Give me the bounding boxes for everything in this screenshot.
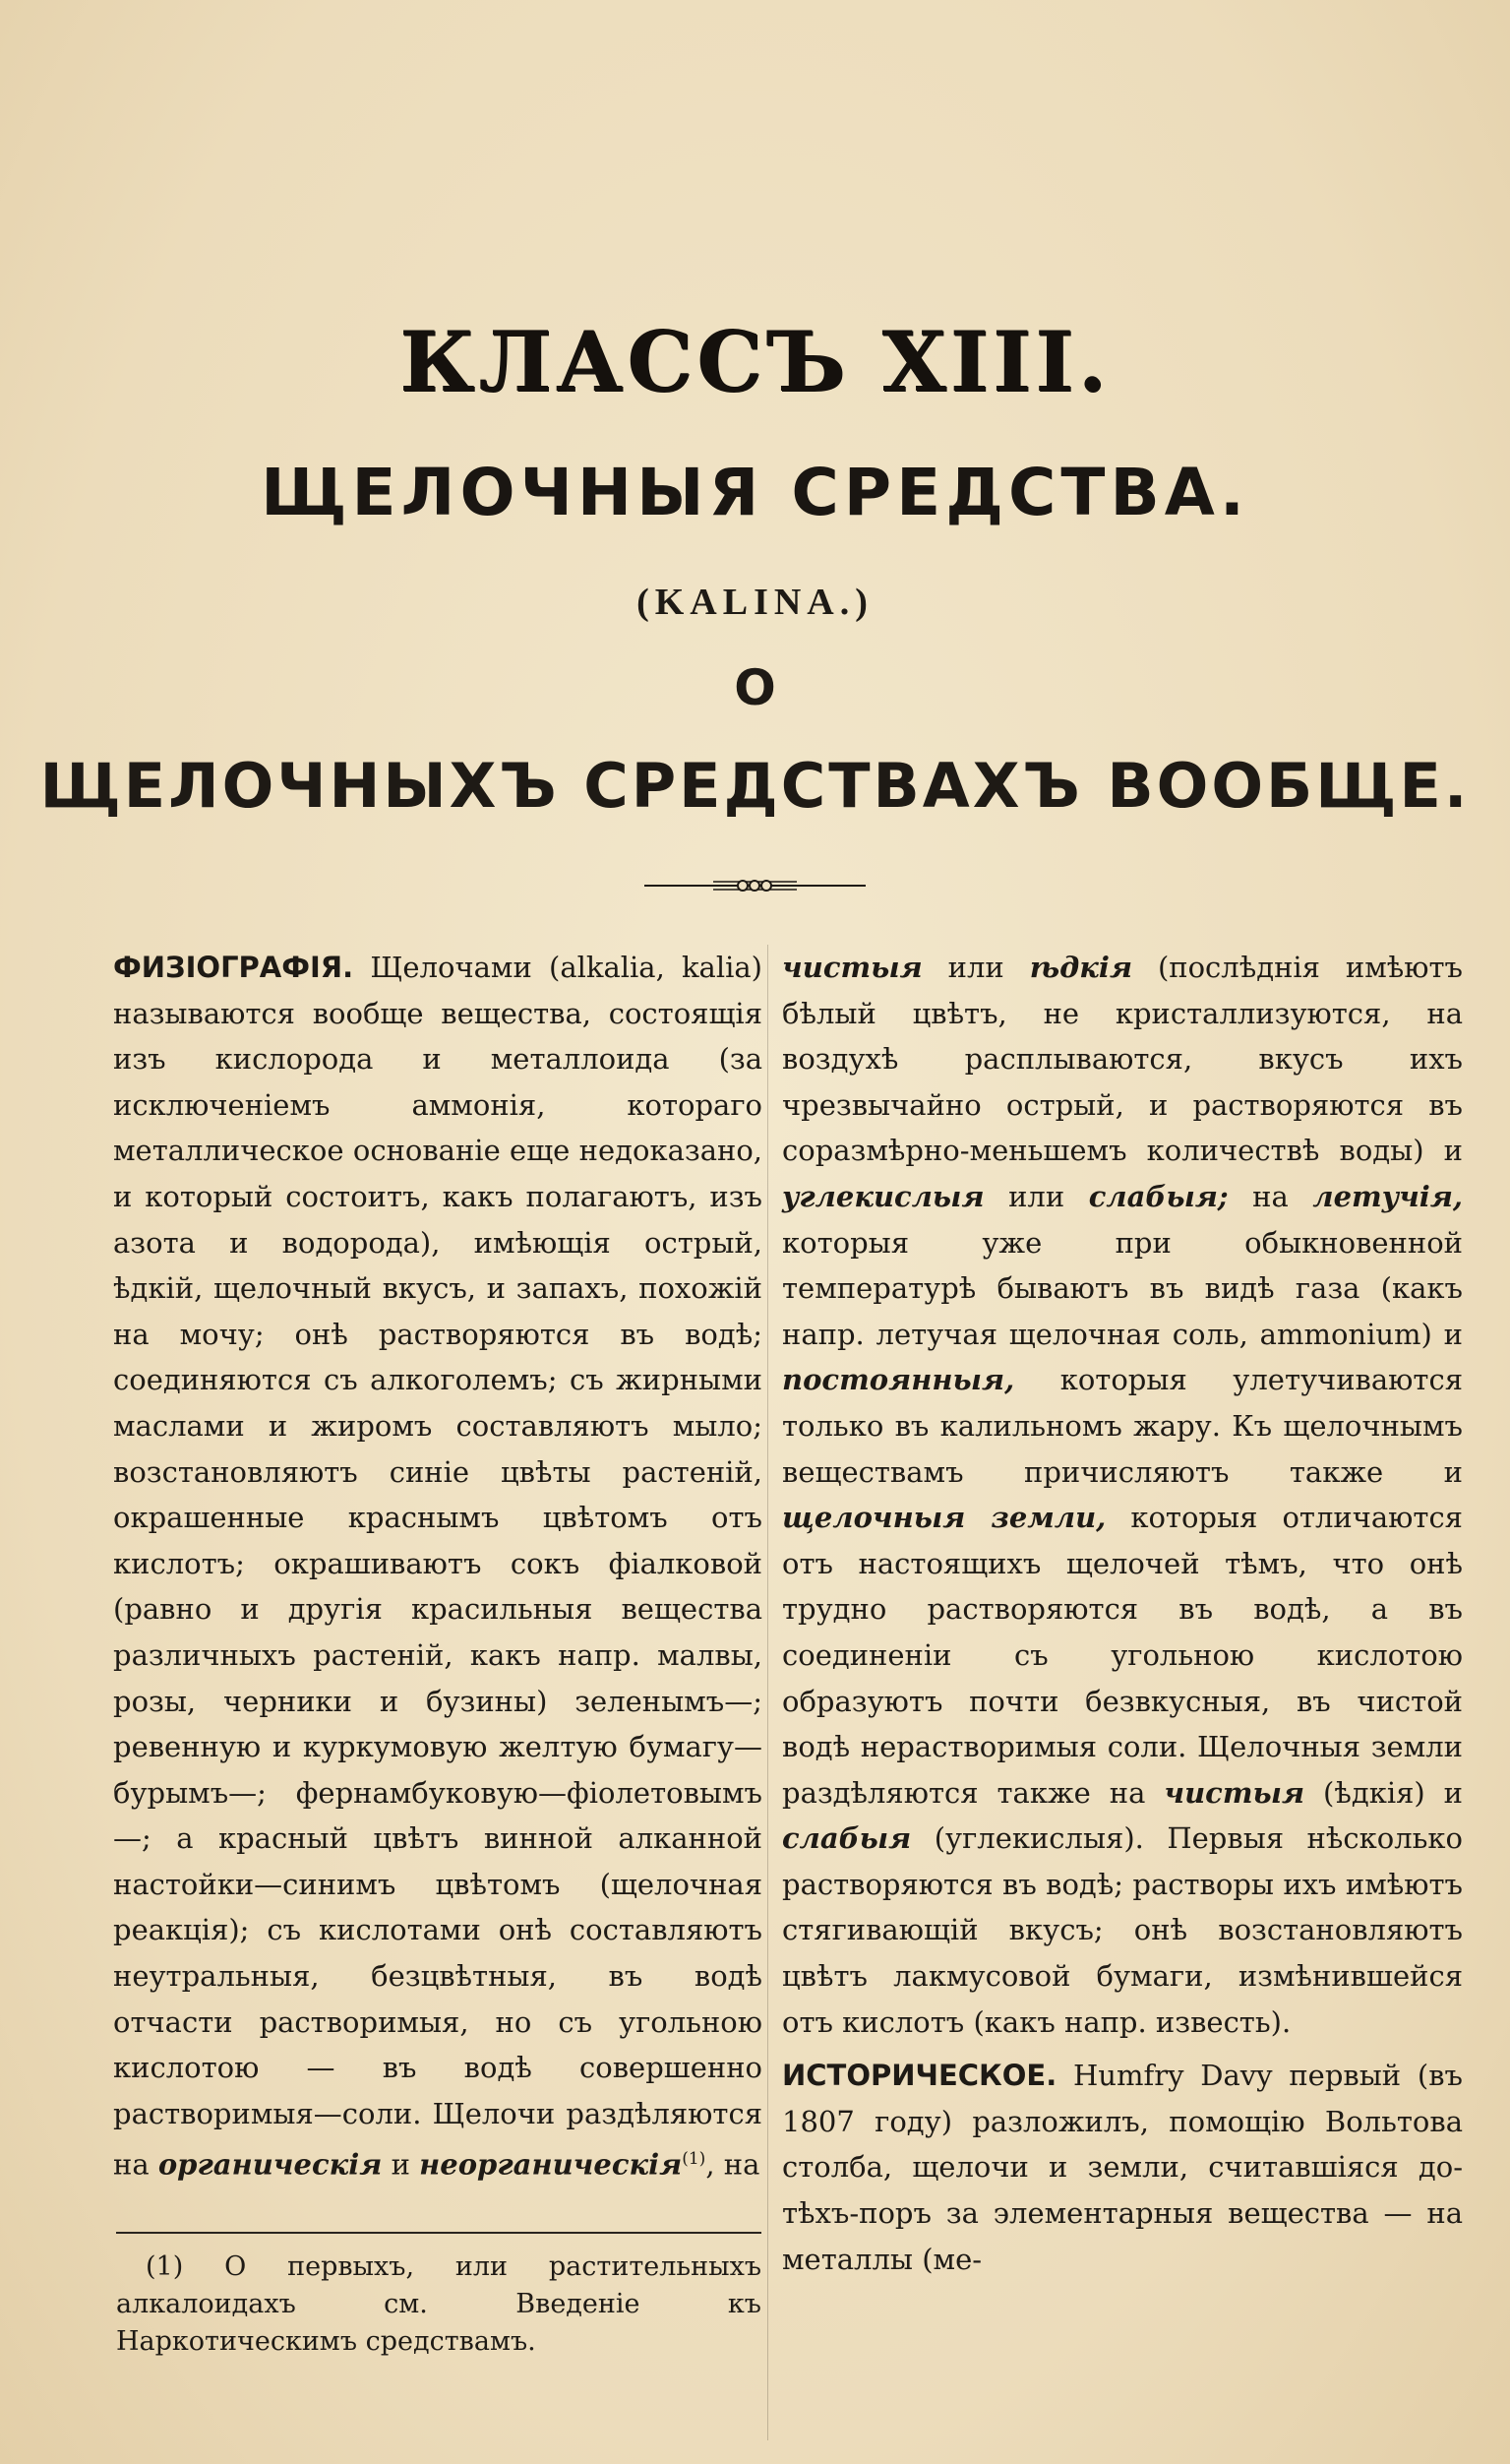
paragraph-text: (послѣднія имѣютъ бѣлый цвѣтъ, не кристаллизуются, на воздухѣ расплываются, вкусъ ихъ чрезвычайно острый, и растворяются въ соразмѣрно-меньшемъ количествѣ воды) и bbox=[782, 951, 1463, 1168]
paragraph-text: , на bbox=[705, 2148, 760, 2183]
italic-term: летучія, bbox=[1312, 1179, 1463, 1213]
footnote-rule bbox=[116, 2232, 761, 2234]
italic-term: слабыя bbox=[782, 1821, 912, 1856]
paragraph-text: и bbox=[382, 2148, 420, 2183]
ornament-divider-icon bbox=[644, 874, 866, 897]
paragraph-text: (углекислыя). Первыя нѣсколько растворяются въ водѣ; растворы ихъ имѣютъ стягивающій вкусъ; онѣ возстановляютъ цвѣтъ лакмусовой бумаги, измѣнившейся отъ кислотъ (какъ напр. известь). bbox=[782, 1821, 1463, 2039]
physiography-paragraph bbox=[113, 945, 762, 2188]
paragraph-text: которыя отличаются отъ настоящихъ щелочей тѣмъ, что онѣ трудно растворяются въ водѣ, а въ соединеніи съ угольною кислотою образуютъ почти безвкусныя, въ чистой водѣ нерастворимыя соли. Щелочныя земли раздѣляются также на bbox=[782, 1501, 1463, 1810]
paragraph-text: Humfry Davy первый (въ 1807 году) разложилъ, помощію Вольтова столба, щелочи и земли, считавшіяся до-тѣхъ-поръ за элементарныя вещества — на металлы (ме- bbox=[782, 2059, 1463, 2276]
italic-term: неорганическія bbox=[419, 2148, 683, 2183]
class-title: КЛАССЪ XIII. bbox=[399, 313, 1111, 410]
right-column bbox=[782, 945, 1463, 2282]
footnote-mark: (1) bbox=[682, 2149, 706, 2170]
paragraph-text: которыя уже при обыкновенной температурѣ бываютъ въ видѣ газа (какъ напр. летучая щелочная соль, ammonium) и bbox=[782, 1225, 1463, 1351]
italic-term: постоянныя, bbox=[782, 1363, 1015, 1397]
paragraph-text: или bbox=[922, 951, 1030, 984]
section-title: ЩЕЛОЧНЫХЪ СРЕДСТВАХЪ ВООБЩЕ. bbox=[39, 750, 1471, 822]
italic-term: щелочныя земли, bbox=[782, 1501, 1107, 1535]
footnote: (1) О первыхъ, или растительныхъ алкалоидахъ см. Введеніе къ Наркотическимъ средствамъ. bbox=[116, 2251, 761, 2357]
italic-term: слабыя; bbox=[1088, 1179, 1229, 1213]
italic-term: чистыя bbox=[782, 951, 923, 984]
historical-heading: ИСТОРИЧЕСКОЕ. bbox=[782, 2059, 1057, 2093]
left-column bbox=[113, 945, 762, 2188]
paragraph-text: на bbox=[1228, 1179, 1313, 1213]
main-title: ЩЕЛОЧНЫЯ СРЕДСТВА. bbox=[261, 455, 1249, 530]
latin-subtitle: (KALINA.) bbox=[636, 582, 874, 623]
italic-term: органическія bbox=[157, 2148, 383, 2183]
paragraph-text: (ѣдкія) и bbox=[1304, 1775, 1463, 1810]
physiography-heading: ФИЗІОГРАФІЯ. bbox=[113, 951, 354, 984]
paragraph-text: которыя улетучиваются только въ калильномъ жару. Къ щелочнымъ веществамъ причисляютъ также и bbox=[782, 1363, 1463, 1489]
paragraph-text: Щелочами (alkalia, kalia) называются вообще вещества, состоящія изъ кислорода и металлоида (за исключеніемъ аммонія, котораго металлическое основаніе еще недоказано, и который состоитъ, какъ полагаютъ, изъ азота и водорода), имѣющія острый, ѣдкій, щелочный вкусъ, и запахъ, похожій на мочу; онѣ растворяются въ водѣ; соединяются съ алкоголемъ; съ жирными маслами и жиромъ составляютъ мыло; возстановляютъ синіе цвѣты растеній, окрашенные краснымъ цвѣтомъ отъ кислотъ; окрашиваютъ сокъ фіалковой (равно и другія красильныя вещества различныхъ растеній, какъ напр. малвы, розы, черники и бузины) зеленымъ—; ревенную и куркумовую желтую бумагу—бурымъ—; фернамбуковую—фіолетовымъ—; а красный цвѣтъ винной алканной настойки—синимъ цвѣтомъ (щелочная реакція); съ кислотами онѣ составляютъ неутральныя, безцвѣтныя, въ водѣ отчасти растворимыя, но съ угольною кислотою — въ водѣ совершенно растворимыя—соли. Щелочи раздѣляются на bbox=[113, 951, 762, 2183]
classification-paragraph bbox=[782, 945, 1463, 2045]
italic-term: ѣдкія bbox=[1029, 951, 1133, 984]
paragraph-text: или bbox=[984, 1179, 1089, 1213]
historical-paragraph bbox=[782, 2053, 1463, 2282]
italic-term: углекислыя bbox=[782, 1179, 985, 1213]
column-divider bbox=[767, 945, 768, 2440]
italic-term: чистыя bbox=[1164, 1775, 1305, 1810]
preposition-heading: О bbox=[734, 659, 776, 716]
